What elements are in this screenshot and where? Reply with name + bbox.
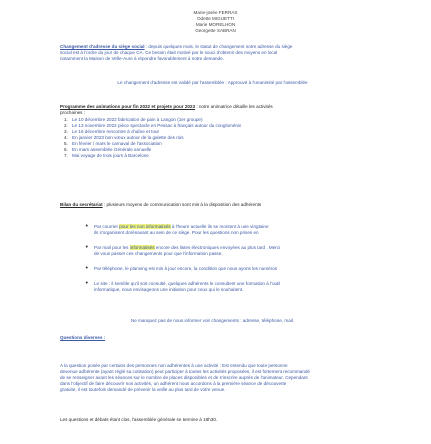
questions-line: de se renseigner avant les séances sur le nombre de places disponibles et de s'inscrire auprès de l'animateur. Cependant: [60, 375, 308, 380]
programme-intro-cont: prochaines :: [60, 110, 86, 115]
secretariat-heading: Bilan du secrétariat: [60, 202, 103, 207]
bullet-line: de vous passer ces changements pour que l'information passe.: [94, 251, 223, 256]
secretariat-note-text: Ne manquez pas de nous informer voir changements : adresse, téléphone, mail.: [130, 318, 295, 323]
list-item: 6. En mars assemblée Générale annuelle: [64, 147, 152, 152]
changement-line: notamment la Maison de Velle-Aure à répondre favorablement à notre demande.: [60, 56, 224, 61]
questions-line: dans l'objectif de faire découvrir nos activités, un adhérent nous accordons à la première séance de découverte: [60, 381, 287, 386]
questions-heading-block: [60, 335, 365, 341]
questions-line: gratuite, il est toutefois demandé de prévenir la veille au plus tard de votre venue.: [60, 387, 226, 392]
closing-paragraph: [60, 417, 365, 423]
closing-text: Les questions et débats étant clos, l'assemblée générale se termine à 18h30.: [60, 417, 218, 422]
programme-paragraph: [60, 104, 365, 116]
author-line: Odette MIGUETTI: [196, 16, 234, 21]
changement-paragraph: [60, 44, 365, 62]
programme-heading: Programme des animations pour fin 2022 et projets pour 2023: [60, 104, 196, 109]
changement-heading: Changement d'adresse du siège social: [60, 44, 145, 49]
changement-line: : depuis quelques mois, le statut de changement notre adresse du siège: [145, 44, 293, 49]
secretariat-intro: : plusieurs moyens de communication sont mis à la disposition des adhérents: [103, 202, 262, 207]
list-item: 4. En janvier 2023 bon vœux autour de la galette des rois: [64, 135, 184, 140]
bullet-line: ils s'organisent dorénavant au sein de ce siège. Pour les questions non prises en: [94, 230, 259, 235]
secretariat-bullets: [80, 224, 370, 302]
bullet-line: Le site : il semble qu'il soit consulté, quelques adhérents le consultent une formation à l'outil: [94, 281, 281, 286]
programme-intro: : notre animatrice détaille les activités: [196, 104, 273, 109]
questions-line: A la question posée par certains des personnes non adhérentes à une activité : Est entendu que toute personne: [60, 363, 288, 368]
author-line: Marie-josée FERRAS: [193, 10, 238, 15]
secretariat-note: [60, 318, 365, 324]
approbation-paragraph: [60, 80, 365, 86]
questions-paragraph: [60, 363, 365, 393]
bullet-line: informatique, nous envisageons une initiation pour ceux qui le souhaitent.: [94, 287, 244, 292]
bullet-line: Par mail pour les informatisés encore des listes électroniques envoyées au plus tard . Merci: [94, 245, 281, 250]
secretariat-paragraph: [60, 202, 365, 208]
list-item: 5. En février / mars le carnaval de l'association: [64, 141, 162, 146]
list-item: • Par courrier pour les non informatisés à l'heure actuelle ils se montent à une vingtaine ils s'organisent dorénavant au sein de ce siège. Pour les questions non prises en: [85, 223, 269, 235]
list-item: 2. Le 13 novembre 2022 pièce spectacle en Pessac à français autour du conglomérat: [64, 123, 241, 128]
list-item: 1. Le 10 décembre 2022 fabrication de pain à Langon (1er groupe): [64, 117, 203, 122]
highlighted-text: pour les non informatisés: [119, 224, 171, 229]
approbation-text: Le changement d'adresse est validé par l'assemblée : Approuvé à l'unanimité par l'assemblée: [117, 80, 308, 85]
authors-block: [0, 10, 431, 34]
list-item: • Par mail pour les informatisés encore des listes électroniques envoyées au plus tard . Merci de vous passer ces changements pour que l'information passe.: [85, 244, 281, 256]
changement-line: social est à l'ordre du jour de chaque CA. Ce besoin était motivé par le souci d'obtenir des moyens en local: [60, 50, 278, 55]
programme-list: [64, 117, 369, 159]
list-item: • Par téléphone, le planning est mis à jour encore, la condition que nous ayons les numéros: [85, 265, 278, 272]
questions-line: devenue adhérente (ayant réglé sa cotisation) peut participer à toutes les activités proposées, il est fortement recommandé: [60, 369, 310, 374]
list-item: 3. Le 16 décembre rencontre à chaîne et tour: [64, 129, 160, 134]
list-item: • Le site : il semble qu'il soit consulté, quelques adhérents le consultent une formation à l'outil informatique, nous envisageons une initiation pour ceux qui le souhaitent.: [85, 280, 281, 292]
author-line: Georgette SABRAN: [195, 28, 236, 33]
bullet-line: Par téléphone, le planning est mis à jour encore, la condition que nous ayons les numéros: [94, 266, 278, 271]
bullet-line: Par courrier pour les non informatisés à l'heure actuelle ils se montent à une vingtaine: [94, 224, 269, 229]
questions-heading: Questions diverses :: [60, 335, 106, 340]
highlighted-text: informatisés: [129, 245, 155, 250]
author-line: Marie MORELHON: [195, 22, 236, 27]
list-item: 7. Mai voyage de trois jours à Barcelone: [64, 153, 149, 158]
